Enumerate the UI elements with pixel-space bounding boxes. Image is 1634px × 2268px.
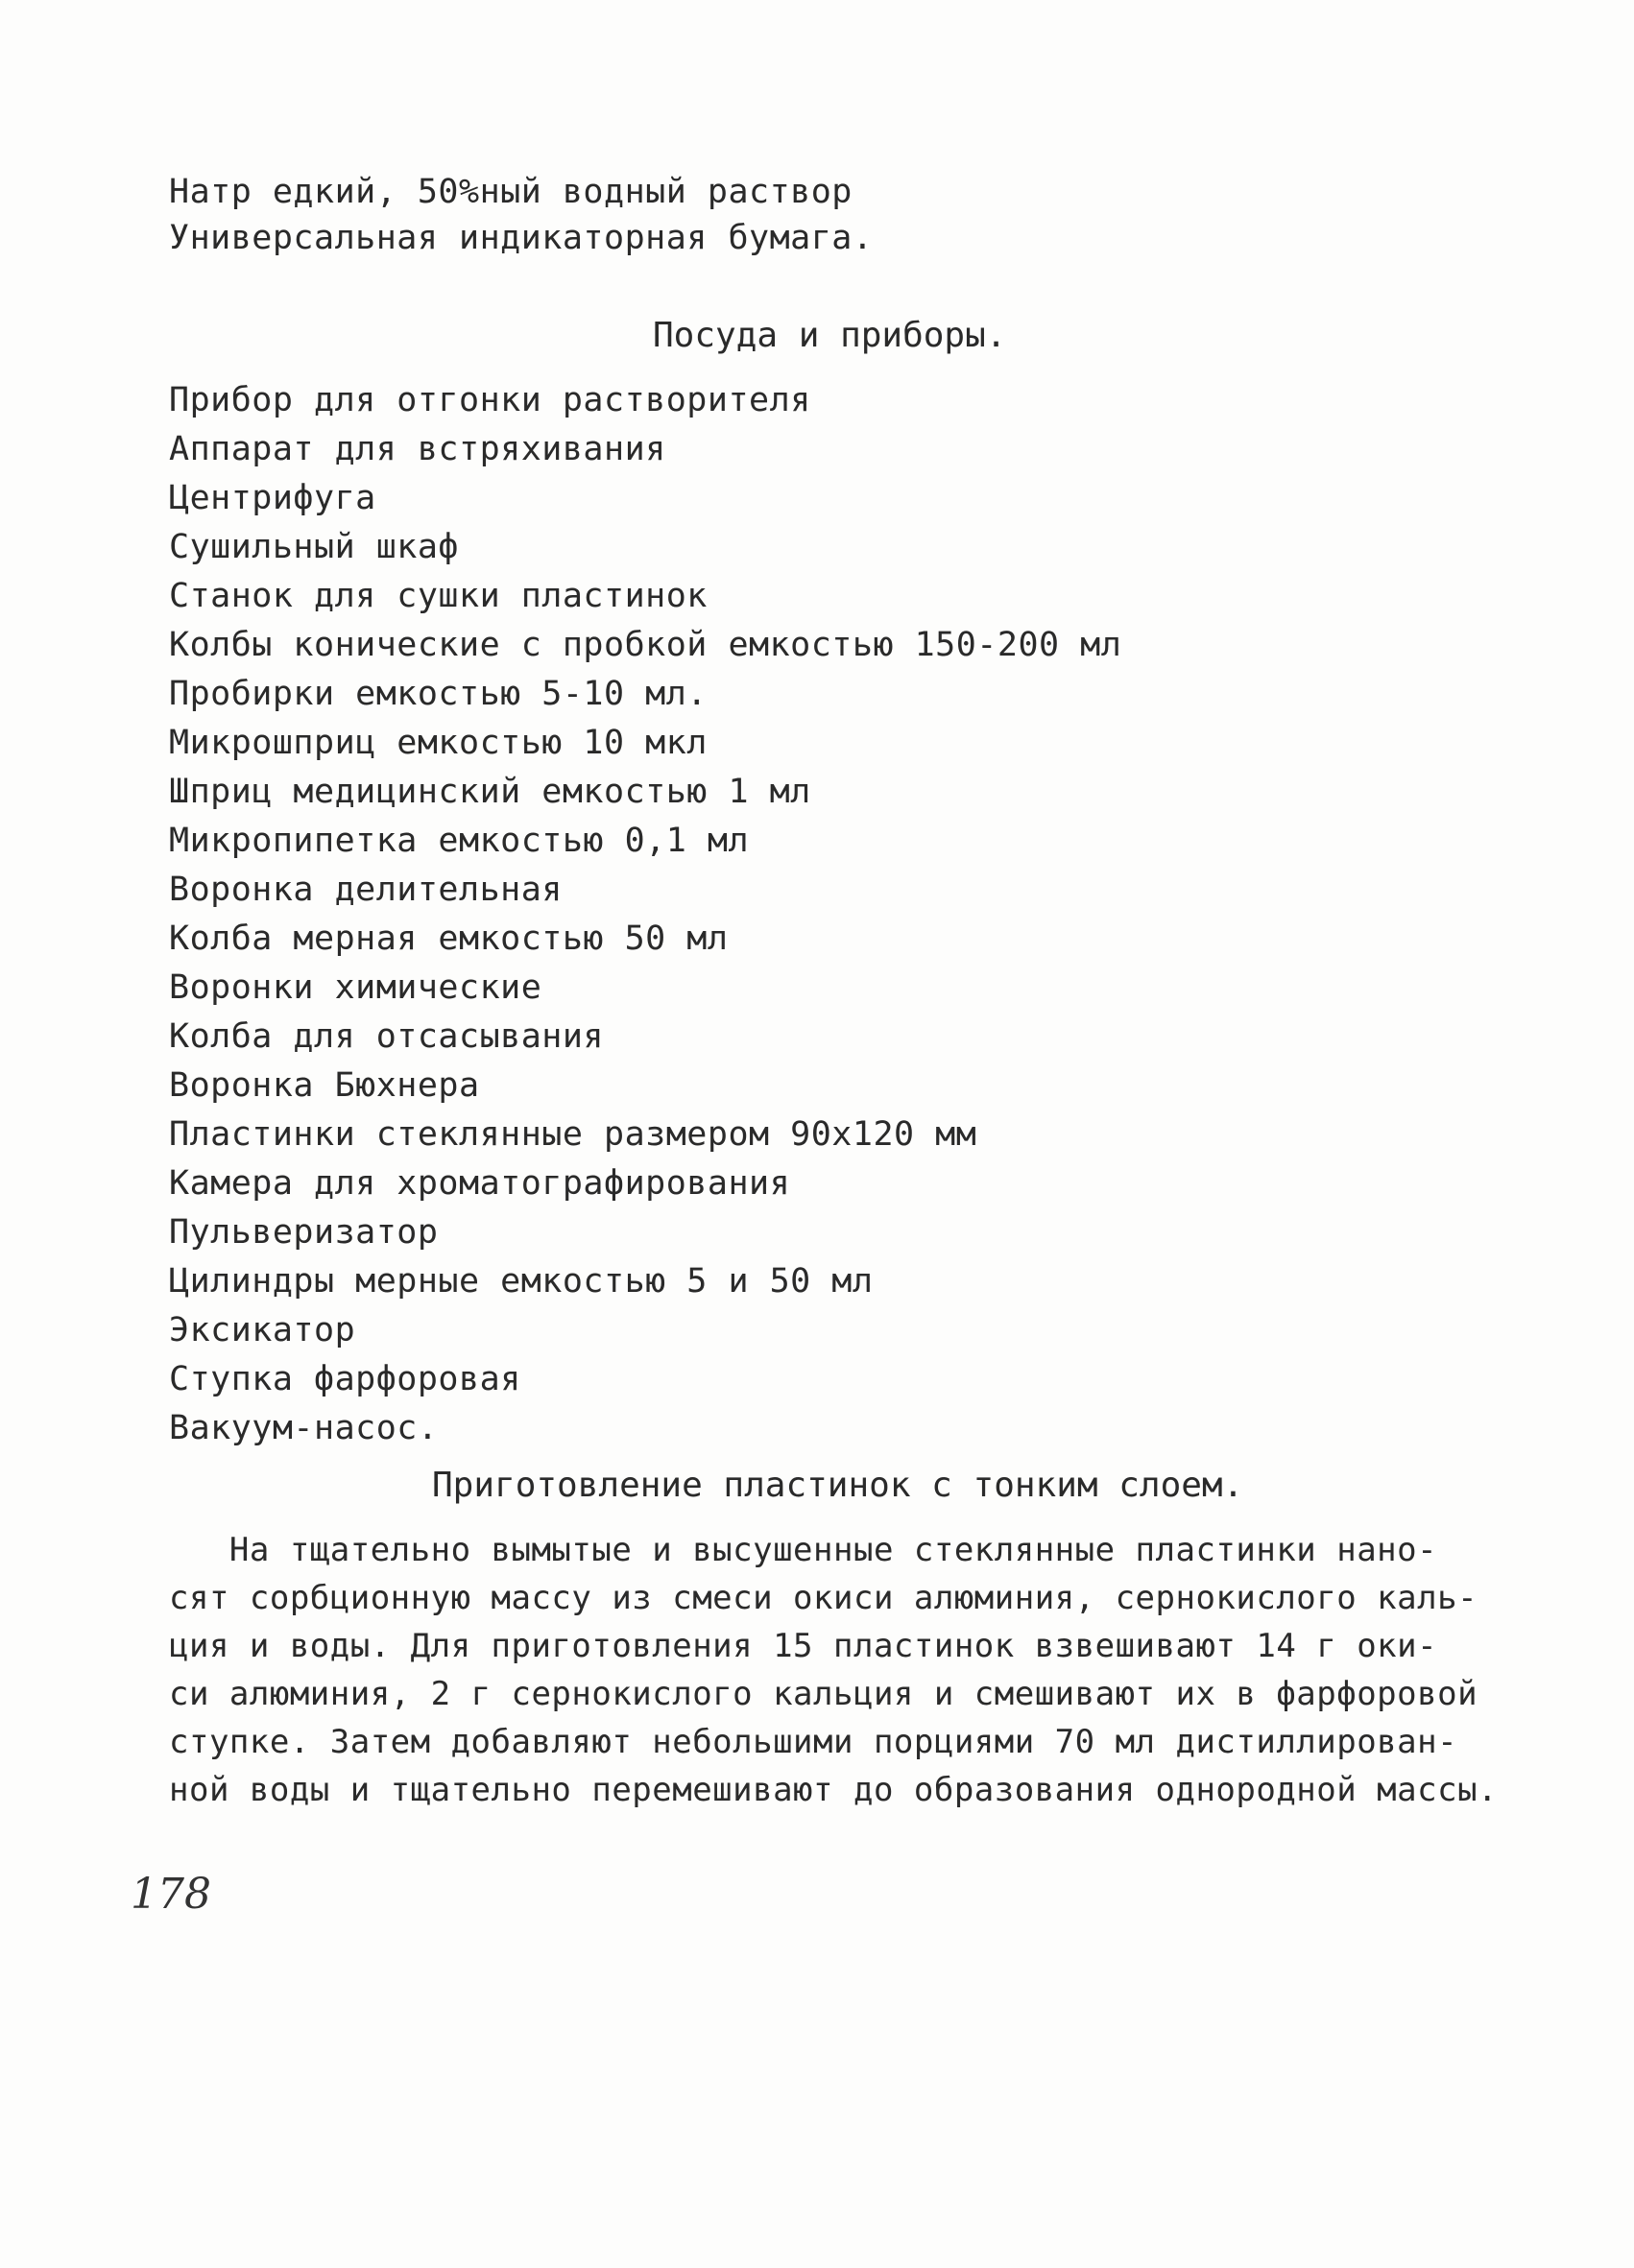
- paragraph-line: ция и воды. Для приготовления 15 пластинок взвешивают 14 г оки-: [169, 1627, 1438, 1665]
- equipment-list: [169, 376, 1121, 1453]
- equipment-item: Аппарат для встряхивания: [169, 430, 666, 468]
- equipment-item: Ступка фарфоровая: [169, 1360, 521, 1398]
- equipment-item: Цилиндры мерные емкостью 5 и 50 мл: [169, 1262, 874, 1301]
- reagent-line: Натр едкий, 50%ный водный раствор: [169, 173, 853, 211]
- equipment-item: Пульверизатор: [169, 1213, 439, 1252]
- equipment-item: Воронки химические: [169, 968, 542, 1007]
- paragraph-line: сят сорбционную массу из смеси окиси алюминия, сернокислого каль-: [169, 1579, 1478, 1617]
- preparation-paragraph: [169, 1526, 1513, 1814]
- equipment-item: Прибор для отгонки растворителя: [169, 381, 811, 419]
- paragraph-line: ной воды и тщательно перемешивают до образования однородной массы.: [169, 1771, 1499, 1809]
- equipment-item: Пластинки стеклянные размером 90х120 мм: [169, 1115, 977, 1154]
- equipment-item: Камера для хроматографирования: [169, 1164, 791, 1203]
- equipment-item: Колба мерная емкостью 50 мл: [169, 919, 729, 958]
- equipment-heading: Посуда и приборы.: [653, 316, 1007, 355]
- equipment-item: Микрошприц емкостью 10 мкл: [169, 724, 708, 762]
- reagents-tail: [169, 169, 873, 261]
- reagent-line: Универсальная индикаторная бумага.: [169, 219, 874, 257]
- paragraph-line: ступке. Затем добавляют небольшими порциями 70 мл дистиллирован-: [169, 1723, 1458, 1761]
- equipment-item: Сушильный шкаф: [169, 528, 460, 566]
- paragraph-line: На тщательно вымытые и высушенные стеклянные пластинки нано-: [169, 1531, 1438, 1569]
- equipment-item: Воронка делительная: [169, 871, 563, 909]
- equipment-item: Микропипетка емкостью 0,1 мл: [169, 822, 750, 860]
- equipment-item: Станок для сушки пластинок: [169, 577, 708, 615]
- equipment-item: Колба для отсасывания: [169, 1017, 605, 1056]
- equipment-item: Колбы конические с пробкой емкостью 150-200 мл: [169, 626, 1122, 664]
- equipment-item: Центрифуга: [169, 479, 376, 517]
- equipment-item: Пробирки емкостью 5-10 мл.: [169, 675, 708, 713]
- page-number: 178: [131, 1870, 211, 1919]
- paragraph-line: си алюминия, 2 г сернокислого кальция и смешивают их в фарфоровой: [169, 1675, 1478, 1713]
- equipment-item: Воронка Бюхнера: [169, 1066, 480, 1105]
- equipment-item: Вакуум-насос.: [169, 1409, 439, 1447]
- equipment-item: Шприц медицинский емкостью 1 мл: [169, 773, 811, 811]
- preparation-heading: Приготовление пластинок с тонким слоем.: [432, 1466, 1244, 1505]
- equipment-item: Эксикатор: [169, 1311, 356, 1349]
